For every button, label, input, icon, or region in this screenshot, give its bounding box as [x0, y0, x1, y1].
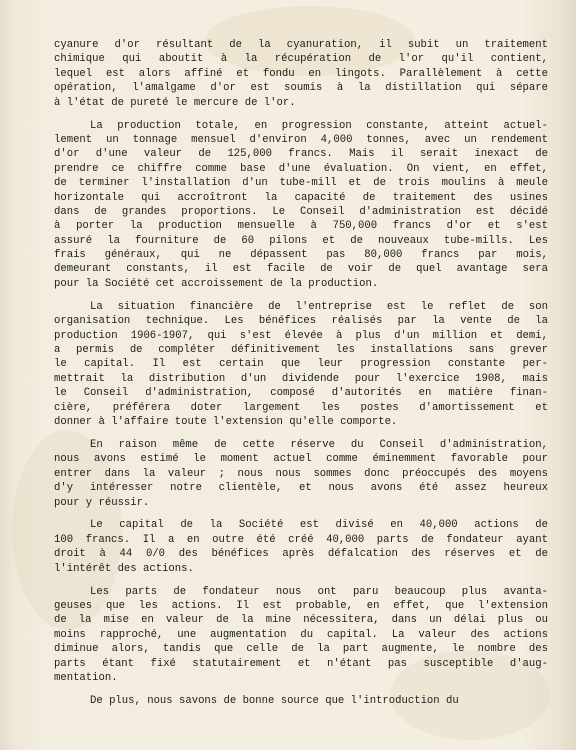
text-line: pour y réussir. — [54, 496, 150, 509]
text-line: mettrait la distribution d'un dividende pour l'exercice 1908, mais — [54, 372, 548, 385]
text-line: entrer dans la valeur ; nous nous sommes donc préoccupés des moyens — [54, 467, 548, 480]
text-line: d'y intéresser notre clientèle, et nous avons été assez heureux — [54, 482, 548, 495]
text-line: horizontale qui accroîtront la capacité de traitement des usines — [54, 191, 548, 204]
text-line: geuses que les actions. Il est probable, en effet, que l'extension — [54, 600, 548, 613]
paragraph — [54, 38, 548, 110]
text-line: a permis de compléter définitivement les installations sans grever — [54, 344, 548, 356]
text-line: cière, préférera doter largement les postes d'amortissement et — [54, 401, 548, 414]
paragraph — [54, 119, 548, 292]
paragraph — [54, 518, 548, 576]
text-line: opération, l'amalgame d'or est soumis à la distillation qui sépare — [54, 82, 548, 95]
text-line: nous avons estimé le moment actuel comme éminemment favorable pour — [54, 453, 548, 466]
text-line: La production totale, en progression constante, atteint actuel- — [90, 119, 548, 132]
text-line: parts étant fixé statutairement et n'étant pas susceptible d'aug- — [54, 657, 548, 670]
paragraph — [54, 438, 548, 510]
text-line: à l'état de pureté le mercure de l'or. — [54, 96, 296, 109]
text-line: demeurant constants, il est facile de voir de quel avantage sera — [54, 263, 548, 276]
text-line: Les parts de fondateur nous ont paru beaucoup plus avanta- — [90, 585, 548, 598]
text-line: 100 francs. Il a en outre été créé 40,000 parts de fondateur ayant — [54, 533, 548, 546]
text-line: dans de grandes proportions. Le Conseil d'administration est décidé — [54, 205, 548, 218]
text-line: lement un tonnage mensuel d'environ 4,000 tonnes, avec un rendement — [54, 133, 548, 146]
text-line: organisation technique. Les bénéfices réalisés par la vente de la — [54, 315, 548, 328]
text-line: production 1906-1907, qui s'est élevée à plus d'un million et demi, — [54, 329, 548, 342]
text-line: De plus, nous savons de bonne source que l'introduction du — [90, 694, 459, 707]
text-line: La situation financière de l'entreprise est le reflet de son — [90, 300, 548, 313]
text-line: donner à l'affaire toute l'extension qu'elle comporte. — [54, 415, 398, 428]
text-line: droit à 44 0/0 des bénéfices après défalcation des réserves et de — [54, 548, 548, 561]
text-line: à porter la production mensuelle à 750,000 francs d'or et s'est — [54, 220, 548, 233]
text-line: frais généraux, qui ne dépassent pas 80,000 francs par mois, — [54, 249, 548, 262]
text-line: assuré la fourniture de 60 pilons et de nouveaux tube-mills. Les — [54, 234, 548, 247]
text-line: le Conseil d'administration, composé d'autorités en matière finan- — [54, 387, 548, 400]
paragraph — [54, 694, 548, 708]
text-line: d'or d'une valeur de 125,000 francs. Mais il serait inexact de — [54, 148, 548, 161]
text-line: pour la Société cet accroissement de la production. — [54, 277, 379, 290]
text-line: En raison même de cette réserve du Conseil d'administration, — [90, 438, 548, 451]
text-line: de terminer l'installation d'un tube-mill et de trois moulins à meule — [54, 177, 548, 190]
text-line: cyanure d'or résultant de la cyanuration, il subit un traitement — [54, 39, 548, 51]
text-line: moins rapproché, une augmentation du capital. La valeur des actions — [54, 628, 548, 641]
paragraph — [54, 300, 548, 430]
document-body — [54, 38, 548, 717]
text-line: mentation. — [54, 671, 118, 684]
text-line: lequel est alors affiné et fondu en lingots. Parallèlement à cette — [54, 67, 548, 80]
text-line: diminue alors, tandis que celle de la part augmente, le nombre des — [54, 643, 548, 656]
paragraph — [54, 585, 548, 686]
text-line: le capital. Il est certain que leur progression constante per- — [54, 358, 548, 371]
text-line: chimique qui aboutit à la récupération de l'or qu'il contient, — [54, 53, 548, 66]
text-line: de la mise en valeur de la mine nécessitera, dans un délai plus ou — [54, 614, 548, 627]
text-line: Le capital de la Société est divisé en 40,000 actions de — [90, 519, 548, 532]
text-line: prendre ce chiffre comme base d'une évaluation. On vient, en effet, — [54, 162, 548, 175]
text-line: l'intérêt des actions. — [54, 562, 194, 575]
